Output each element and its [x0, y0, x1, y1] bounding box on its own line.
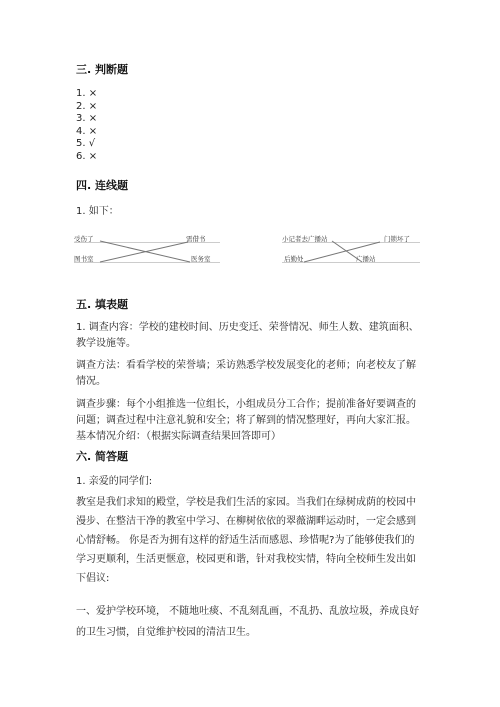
survey-method [76, 358, 436, 390]
letter-line: 教室是我们求知的殿堂，学校是我们生活的家园。当我们在绿树成荫的校园中 [76, 497, 416, 508]
survey-steps-line: 调查步骤：每个小组推选一位组长，小组成员分工合作；提前准备好要调查的 [76, 399, 416, 410]
section-6-title: 六. 简答题 [76, 450, 129, 463]
letter-line: 心情舒畅。 你是否为拥有这样的舒适生活而感恩、珍惜呢?为了能够使我们的 [76, 535, 415, 546]
survey-content-line: 1. 调查内容：学校的建校时间、历史变迁、荣誉情况、师生人数、建筑面积、 [76, 322, 419, 333]
answer-1: 1. × [76, 88, 98, 99]
answer-5: 5. √ [76, 138, 96, 150]
letter-line: 的卫生习惯，自觉维护校园的清洁卫生。 [76, 627, 256, 638]
letter-line: 下倡议: [76, 573, 110, 584]
match-line [100, 242, 188, 262]
survey-method-line: 情况。 [76, 376, 106, 387]
answer-4: 4. × [76, 125, 98, 137]
section-5-title: 五. 填表题 [76, 298, 129, 311]
answer-6: 6. × [76, 150, 98, 162]
item-right-1: 门锁坏了 [384, 235, 410, 243]
letter-paragraph-1 [76, 493, 436, 588]
letter-paragraph-2 [76, 601, 436, 643]
item-right-2: 广播站 [356, 255, 376, 263]
section-3-title: 三. 判断题 [76, 63, 129, 76]
item-right-2: 医务室 [191, 255, 211, 263]
judgment-answers [76, 88, 97, 164]
letter-line: 一、爱护学校环境， 不随地吐痰、不乱刻乱画，不乱扔、乱放垃圾，养成良好 [76, 606, 420, 617]
letter-line: 学习更顺利，生活更惬意，校园更和谐，针对我校实情，特向全校师生发出如 [76, 554, 416, 565]
item-left-2: 图书室 [74, 255, 94, 263]
answer-3: 3. × [76, 113, 98, 125]
section-4-title: 四. 连线题 [76, 179, 129, 192]
answer-2: 2. × [76, 100, 98, 112]
letter-line: 漫步、在整洁干净的教室中学习、在柳树依依的翠薇湖畔运动时，一定会感到 [76, 516, 416, 527]
item-left-2: 后勤处 [284, 255, 304, 263]
survey-steps-line: 基本情况介绍：（根据实际调查结果回答即可） [76, 431, 281, 442]
letter-greeting: 1. 亲爱的同学们: [76, 476, 153, 487]
item-right-1: 需借书 [186, 235, 206, 243]
survey-content [76, 320, 436, 352]
matching-diagram-1 [70, 232, 230, 270]
survey-method-line: 调查方法：看看学校的荣誉墙；采访熟悉学校发展变化的老师；向老校友了解 [76, 360, 416, 371]
survey-content-line: 教学设施等。 [76, 338, 136, 349]
item-left-1: 受伤了 [74, 235, 94, 243]
matching-diagram-2 [280, 232, 430, 270]
survey-steps-line: 问题；调查过程中注意礼貌和安全；将了解到的情况整理好，再向大家汇报。 [76, 415, 416, 426]
matching-intro: 1. 如下： [76, 206, 119, 217]
item-left-1: 小记者去广播站 [282, 235, 328, 243]
survey-steps [76, 397, 436, 445]
